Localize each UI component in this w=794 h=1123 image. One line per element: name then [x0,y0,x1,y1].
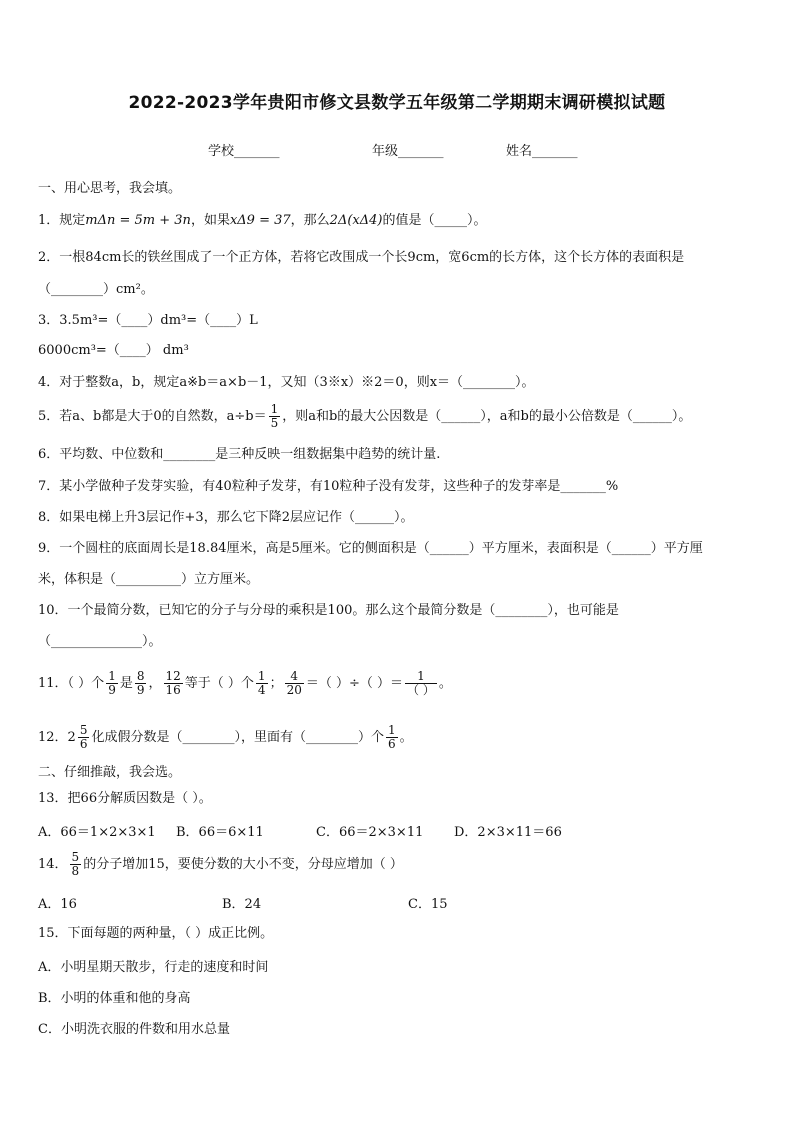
q14-option-b: B．24 [222,897,262,912]
q13-option-d: D．2×3×11＝66 [454,825,562,840]
q11-fraction-2 [135,670,147,697]
q11-text-a: 11．（ ）个 [38,676,105,691]
q11-f4-denominator: 4 [257,683,266,697]
q11-f3-numerator: 12 [165,669,181,683]
q11-f2-numerator: 8 [136,669,145,683]
q11-f2-denominator: 9 [136,683,145,697]
q11-f6-denominator: （ ） [407,683,435,697]
question-14 [38,851,403,878]
question-9-line-2: 米，体积是（__________）立方厘米。 [38,572,260,587]
section-heading-1: 一、用心思考，我会填。 [38,181,182,196]
page-title: 2022-2023学年贵阳市修文县数学五年级第二学期期末调研模拟试题 [128,93,666,113]
q14-option-c: C．15 [408,897,448,912]
question-9-line-1: 9．一个圆柱的底面周长是18.84厘米，高是5厘米。它的侧面积是（______）平方厘米，表面积是（______）平方厘 [38,541,703,556]
q11-fraction-6 [405,670,437,697]
q11-f4-numerator: 1 [257,669,266,683]
q11-text-d: 等于（ ）个 [184,676,254,691]
q11-f1-denominator: 9 [108,683,116,697]
q11-text-c: ， [148,676,162,691]
q15-option-a: A．小明星期天散步，行走的速度和时间 [38,960,269,975]
q12-mixed-numerator: 5 [79,723,88,737]
question-10-line-2: （______________）。 [38,634,162,649]
q11-f5-denominator: 20 [286,683,302,697]
q11-fraction-5 [285,670,304,697]
q12-mixed-fraction [78,724,90,751]
question-3-line-1: 3．3.5m³=（____）dm³=（____）L [38,313,258,328]
question-7: 7．某小学做种子发芽实验，有40粒种子发芽，有10粒种子没有发芽，这些种子的发芽率是_______% [38,479,619,494]
q11-text-e: ； [269,676,283,691]
q11-fraction-3 [164,670,183,697]
section-heading-2: 二、仔细推敲，我会选。 [38,765,182,780]
q1-text-d: 的值是（_____）。 [382,213,487,228]
question-3-line-2: 6000cm³=（____） dm³ [38,343,189,358]
q5-text-b: ，则a和b的最大公因数是（______），a和b的最小公倍数是（______）。 [282,409,692,424]
q14-text-b: 的分子增加15，要使分数的大小不变，分母应增加（ ） [83,857,403,872]
q13-option-c: C．66＝2×3×11 [316,825,424,840]
question-2-line-2: （________）cm²。 [38,282,154,297]
q14-denominator: 8 [71,864,80,878]
question-4: 4．对于整数a，b，规定a※b＝a×b－1，又知（3※x）※2＝0，则x＝（________）。 [38,375,535,390]
q14-option-a: A．16 [38,897,77,912]
q5-fraction [269,403,281,430]
q11-fraction-4 [256,670,268,697]
q1-condition: xΔ9 = 37 [229,213,291,228]
q12-mixed-denominator: 6 [79,737,88,751]
q14-fraction [70,851,82,878]
q12-mixed-whole: 2 [67,729,76,745]
q1-text-b: ，如果 [190,213,230,228]
q12-fraction [386,724,398,751]
question-5 [38,403,691,430]
q5-text-a: 5．若a、b都是大于0的自然数，a÷b＝ [38,409,267,424]
question-2-line-1: 2．一根84cm长的铁丝围成了一个正方体，若将它改围成一个长9cm，宽6cm的长方体，这个长方体的表面积是 [38,250,685,265]
question-15: 15．下面每题的两种量，（ ）成正比例。 [38,926,274,941]
q11-text-g: 。 [438,676,452,691]
q1-expression: 2Δ(xΔ4) [329,213,383,228]
school-field: 学校_______ [208,144,280,159]
question-11 [38,670,452,697]
grade-field: 年级_______ [372,144,444,159]
q12-text-b: 化成假分数是（________），里面有（________）个 [91,730,384,745]
q11-f6-numerator: 1 [405,670,437,684]
q13-option-a: A．66＝1×2×3×1 [38,825,156,840]
question-10-line-1: 10．一个最简分数，已知它的分子与分母的乘积是100。那么这个最简分数是（________），也可能是 [38,603,619,618]
q15-option-c: C．小明洗衣服的件数和用水总量 [38,1022,230,1037]
q1-definition: mΔn = 5m + 3n [85,213,191,228]
q12-text-a: 12． [38,730,68,745]
name-field: 姓名_______ [506,144,578,159]
q11-f5-numerator: 4 [285,670,304,684]
question-1 [38,212,486,230]
question-8: 8．如果电梯上升3层记作+3，那么它下降2层应记作（______）。 [38,510,414,525]
q12-numerator: 1 [387,723,396,737]
q12-text-c: 。 [399,730,413,745]
q5-denominator: 5 [270,416,279,430]
question-12 [38,724,413,751]
q11-f3-denominator: 16 [165,683,181,697]
q11-f1-numerator: 1 [108,669,116,683]
q14-text-a: 14． [38,857,68,872]
q11-text-b: 是 [119,676,133,691]
q5-numerator: 1 [270,402,279,416]
question-6: 6．平均数、中位数和________是三种反映一组数据集中趋势的统计量. [38,447,441,462]
q12-denominator: 6 [387,737,396,751]
question-13: 13．把66分解质因数是（ ）。 [38,791,212,806]
q11-fraction-1 [106,670,118,697]
q11-text-f: ＝（ ）÷（ ）＝ [305,676,404,691]
q15-option-b: B．小明的体重和他的身高 [38,991,191,1006]
q1-text-c: ，那么 [290,213,330,228]
q1-text-a: 1．规定 [38,213,86,228]
q14-numerator: 5 [71,850,80,864]
q13-option-b: B．66＝6×11 [176,825,264,840]
